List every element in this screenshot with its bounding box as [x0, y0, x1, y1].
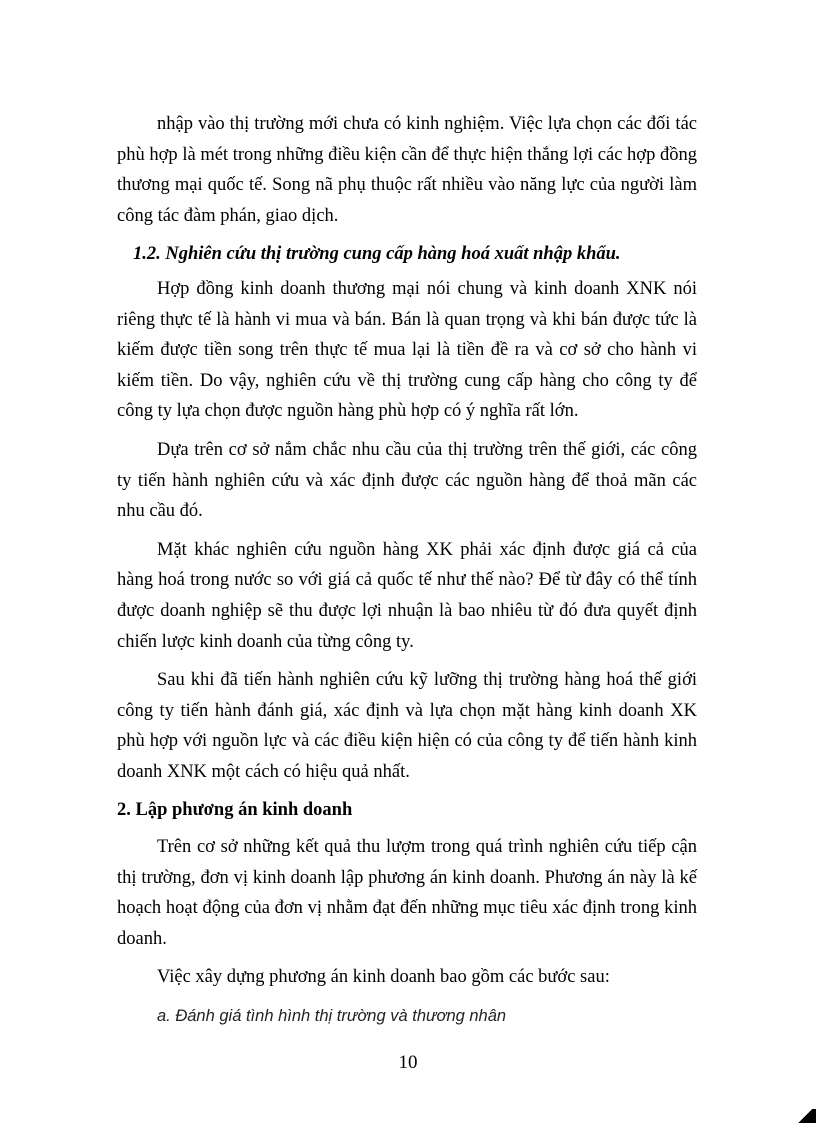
paragraph-6: Trên cơ sở những kết quả thu lượm trong quá trình nghiên cứu tiếp cận thị trường, đơn vị kinh doanh lập phương án kinh doanh. Phương án này là kế hoạch hoạt động của đơn vị nhằm đạt đến những mục tiêu xác định trong kinh doanh.: [117, 837, 697, 949]
body-text: [117, 109, 697, 1032]
paragraph-1: nhập vào thị trường mới chưa có kinh nghiệm. Việc lựa chọn các đối tác phù hợp là mét trong những điều kiện cần để thực hiện thắng lợi các hợp đồng thương mại quốc tế. Song nã phụ thuộc rất nhiều vào năng lực của người làm công tác đàm phán, giao dịch.: [117, 114, 697, 226]
page-number: 10: [398, 1052, 418, 1073]
section-heading-1-2: 1.2. Nghiên cứu thị trường cung cấp hàng hoá xuất nhập khẩu.: [133, 244, 621, 265]
list-item-a: a. Đánh giá tình hình thị trường và thương nhân: [157, 1007, 507, 1026]
paragraph-5: Sau khi đã tiến hành nghiên cứu kỹ lưỡng thị trường hàng hoá thế giới công ty tiến hành đánh giá, xác định và lựa chọn mặt hàng kinh doanh XK phù hợp với nguồn lực và các điều kiện hiện có của công ty để tiến hành kinh doanh XNK một cách có hiệu quả nhất.: [117, 670, 697, 782]
paragraph-7: Việc xây dựng phương án kinh doanh bao gồm các bước sau:: [157, 967, 610, 988]
paragraph-2: Hợp đồng kinh doanh thương mại nói chung và kinh doanh XNK nói riêng thực tế là hành vi mua và bán. Bán là quan trọng và khi bán được tức là kiếm được tiền song trên thực tế mua lại là tiền đề ra và cơ sở cho hành vi kiếm tiền. Do vậy, nghiên cứu về thị trường cung cấp hàng cho công ty để công ty lựa chọn được nguồn hàng phù hợp có ý nghĩa rất lớn.: [117, 278, 697, 422]
page-corner-mark: [794, 1109, 816, 1123]
section-heading-2: 2. Lập phương án kinh doanh: [117, 800, 353, 821]
paragraph-3: Dựa trên cơ sở nắm chắc nhu cầu của thị trường trên thế giới, các công ty tiến hành nghiên cứu và xác định được các nguồn hàng để thoả mãn các nhu cầu đó.: [117, 439, 697, 522]
paragraph-4: Mặt khác nghiên cứu nguồn hàng XK phải xác định được giá cả của hàng hoá trong nước so với giá cả quốc tế như thế nào? Để từ đây có thể tính được doanh nghiệp sẽ thu được lợi nhuận là bao nhiêu từ đó đưa quyết định chiến lược kinh doanh của từng công ty.: [117, 539, 697, 652]
